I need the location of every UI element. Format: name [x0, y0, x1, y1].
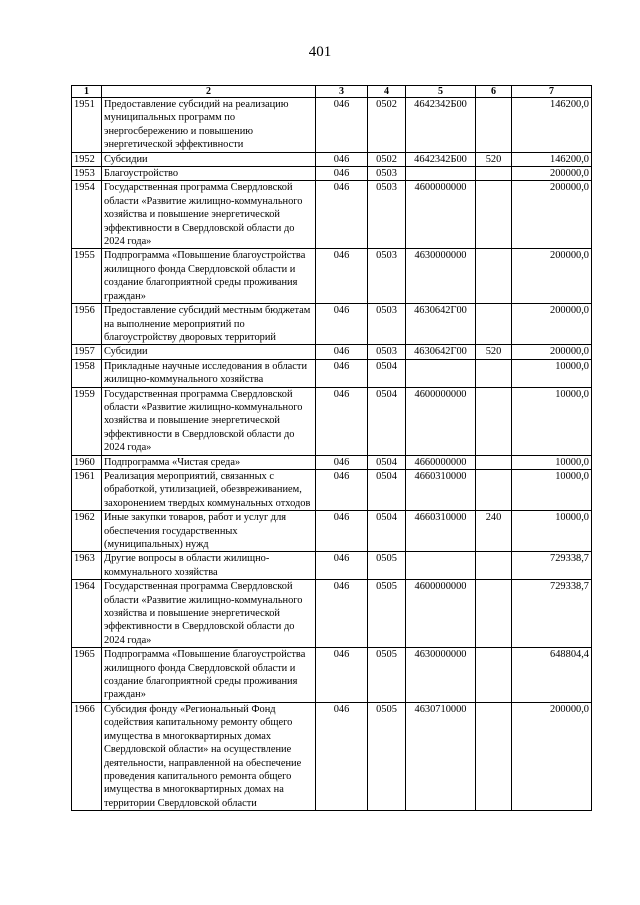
target-article-cell: 4642342Б00	[406, 98, 476, 153]
item-name-cell: Государственная программа Свердловской области «Развитие жилищно-коммунального хозяйства и повышение энергетической эффективности в Свердловской области до 2024 года»	[102, 181, 316, 249]
ministry-code-cell: 046	[316, 552, 368, 580]
amount-cell: 729338,7	[512, 580, 592, 648]
target-article-cell: 4660310000	[406, 469, 476, 510]
expense-type-cell	[476, 648, 512, 703]
column-header: 6	[476, 86, 512, 98]
row-number-cell: 1953	[72, 167, 102, 181]
target-article-cell: 4630710000	[406, 702, 476, 810]
table-row	[72, 359, 592, 387]
expense-type-cell	[476, 98, 512, 153]
item-name-cell: Благоустройство	[102, 167, 316, 181]
table-row	[72, 648, 592, 703]
section-code-cell: 0504	[368, 359, 406, 387]
section-code-cell: 0504	[368, 469, 406, 510]
section-code-cell: 0503	[368, 345, 406, 359]
amount-cell: 10000,0	[512, 359, 592, 387]
expense-type-cell	[476, 702, 512, 810]
expense-type-cell: 520	[476, 152, 512, 166]
ministry-code-cell: 046	[316, 304, 368, 345]
target-article-cell: 4600000000	[406, 387, 476, 455]
section-code-cell: 0502	[368, 152, 406, 166]
table-row	[72, 167, 592, 181]
amount-cell: 200000,0	[512, 304, 592, 345]
ministry-code-cell: 046	[316, 98, 368, 153]
table-row	[72, 580, 592, 648]
ministry-code-cell: 046	[316, 249, 368, 304]
ministry-code-cell: 046	[316, 181, 368, 249]
expense-type-cell	[476, 580, 512, 648]
row-number-cell: 1958	[72, 359, 102, 387]
item-name-cell: Реализация мероприятий, связанных с обработкой, утилизацией, обезвреживанием, захоронением твердых коммунальных отходов	[102, 469, 316, 510]
ministry-code-cell: 046	[316, 167, 368, 181]
item-name-cell: Прикладные научные исследования в области жилищно-коммунального хозяйства	[102, 359, 316, 387]
amount-cell: 10000,0	[512, 469, 592, 510]
row-number-cell: 1951	[72, 98, 102, 153]
item-name-cell: Субсидии	[102, 345, 316, 359]
row-number-cell: 1965	[72, 648, 102, 703]
section-code-cell: 0503	[368, 304, 406, 345]
ministry-code-cell: 046	[316, 387, 368, 455]
target-article-cell: 4600000000	[406, 580, 476, 648]
table-row	[72, 249, 592, 304]
row-number-cell: 1955	[72, 249, 102, 304]
row-number-cell: 1959	[72, 387, 102, 455]
expense-type-cell: 520	[476, 345, 512, 359]
amount-cell: 200000,0	[512, 345, 592, 359]
ministry-code-cell: 046	[316, 511, 368, 552]
item-name-cell: Субсидия фонду «Региональный Фонд содействия капитальному ремонту общего имущества в многоквартирных домах Свердловской области» на осуществление деятельности, направленной на обеспечение проведения капитального ремонта общего имущества в многоквартирных домах на территории Свердловской области	[102, 702, 316, 810]
section-code-cell: 0505	[368, 552, 406, 580]
ministry-code-cell: 046	[316, 359, 368, 387]
section-code-cell: 0505	[368, 580, 406, 648]
amount-cell: 10000,0	[512, 511, 592, 552]
ministry-code-cell: 046	[316, 702, 368, 810]
target-article-cell: 4630000000	[406, 648, 476, 703]
table-row	[72, 455, 592, 469]
table-row	[72, 98, 592, 153]
section-code-cell: 0504	[368, 387, 406, 455]
item-name-cell: Подпрограмма «Чистая среда»	[102, 455, 316, 469]
row-number-cell: 1957	[72, 345, 102, 359]
ministry-code-cell: 046	[316, 152, 368, 166]
section-code-cell: 0504	[368, 455, 406, 469]
budget-table	[71, 85, 592, 811]
target-article-cell: 4630642Г00	[406, 345, 476, 359]
amount-cell: 10000,0	[512, 455, 592, 469]
table-row	[72, 152, 592, 166]
section-code-cell: 0505	[368, 648, 406, 703]
amount-cell: 146200,0	[512, 152, 592, 166]
header-row	[72, 86, 592, 98]
table-row	[72, 702, 592, 810]
section-code-cell: 0505	[368, 702, 406, 810]
expense-type-cell	[476, 387, 512, 455]
target-article-cell: 4600000000	[406, 181, 476, 249]
item-name-cell: Предоставление субсидий местным бюджетам на выполнение мероприятий по благоустройству дворовых территорий	[102, 304, 316, 345]
ministry-code-cell: 046	[316, 580, 368, 648]
ministry-code-cell: 046	[316, 648, 368, 703]
table-row	[72, 345, 592, 359]
target-article-cell	[406, 359, 476, 387]
row-number-cell: 1963	[72, 552, 102, 580]
table-row	[72, 511, 592, 552]
amount-cell: 200000,0	[512, 167, 592, 181]
target-article-cell	[406, 552, 476, 580]
expense-type-cell	[476, 469, 512, 510]
amount-cell: 200000,0	[512, 702, 592, 810]
expense-type-cell	[476, 304, 512, 345]
expense-type-cell	[476, 167, 512, 181]
target-article-cell: 4630642Г00	[406, 304, 476, 345]
amount-cell: 729338,7	[512, 552, 592, 580]
table-row	[72, 387, 592, 455]
expense-type-cell: 240	[476, 511, 512, 552]
row-number-cell: 1954	[72, 181, 102, 249]
item-name-cell: Предоставление субсидий на реализацию муниципальных программ по энергосбережению и повышению энергетической эффективности	[102, 98, 316, 153]
item-name-cell: Подпрограмма «Повышение благоустройства жилищного фонда Свердловской области и создание благоприятной среды проживания граждан»	[102, 249, 316, 304]
column-header: 5	[406, 86, 476, 98]
table-row	[72, 469, 592, 510]
section-code-cell: 0503	[368, 167, 406, 181]
amount-cell: 146200,0	[512, 98, 592, 153]
row-number-cell: 1960	[72, 455, 102, 469]
expense-type-cell	[476, 249, 512, 304]
expense-type-cell	[476, 359, 512, 387]
item-name-cell: Подпрограмма «Повышение благоустройства жилищного фонда Свердловской области и создание благоприятной среды проживания граждан»	[102, 648, 316, 703]
row-number-cell: 1966	[72, 702, 102, 810]
table-row	[72, 304, 592, 345]
row-number-cell: 1962	[72, 511, 102, 552]
table-row	[72, 181, 592, 249]
row-number-cell: 1964	[72, 580, 102, 648]
target-article-cell: 4630000000	[406, 249, 476, 304]
item-name-cell: Субсидии	[102, 152, 316, 166]
ministry-code-cell: 046	[316, 345, 368, 359]
amount-cell: 648804,4	[512, 648, 592, 703]
page-number: 401	[308, 44, 332, 60]
section-code-cell: 0504	[368, 511, 406, 552]
expense-type-cell	[476, 455, 512, 469]
table-body	[72, 98, 592, 811]
amount-cell: 10000,0	[512, 387, 592, 455]
section-code-cell: 0502	[368, 98, 406, 153]
column-header: 3	[316, 86, 368, 98]
section-code-cell: 0503	[368, 249, 406, 304]
target-article-cell	[406, 167, 476, 181]
expense-type-cell	[476, 552, 512, 580]
column-header: 4	[368, 86, 406, 98]
row-number-cell: 1952	[72, 152, 102, 166]
ministry-code-cell: 046	[316, 455, 368, 469]
table-row	[72, 552, 592, 580]
target-article-cell: 4642342Б00	[406, 152, 476, 166]
expense-type-cell	[476, 181, 512, 249]
column-header: 1	[72, 86, 102, 98]
item-name-cell: Иные закупки товаров, работ и услуг для обеспечения государственных (муниципальных) нужд	[102, 511, 316, 552]
item-name-cell: Государственная программа Свердловской области «Развитие жилищно-коммунального хозяйства и повышение энергетической эффективности в Свердловской области до 2024 года»	[102, 387, 316, 455]
amount-cell: 200000,0	[512, 249, 592, 304]
amount-cell: 200000,0	[512, 181, 592, 249]
ministry-code-cell: 046	[316, 469, 368, 510]
row-number-cell: 1961	[72, 469, 102, 510]
section-code-cell: 0503	[368, 181, 406, 249]
column-header: 2	[102, 86, 316, 98]
target-article-cell: 4660310000	[406, 511, 476, 552]
item-name-cell: Другие вопросы в области жилищно-коммунального хозяйства	[102, 552, 316, 580]
item-name-cell: Государственная программа Свердловской области «Развитие жилищно-коммунального хозяйства и повышение энергетической эффективности в Свердловской области до 2024 года»	[102, 580, 316, 648]
row-number-cell: 1956	[72, 304, 102, 345]
column-header: 7	[512, 86, 592, 98]
target-article-cell: 4660000000	[406, 455, 476, 469]
